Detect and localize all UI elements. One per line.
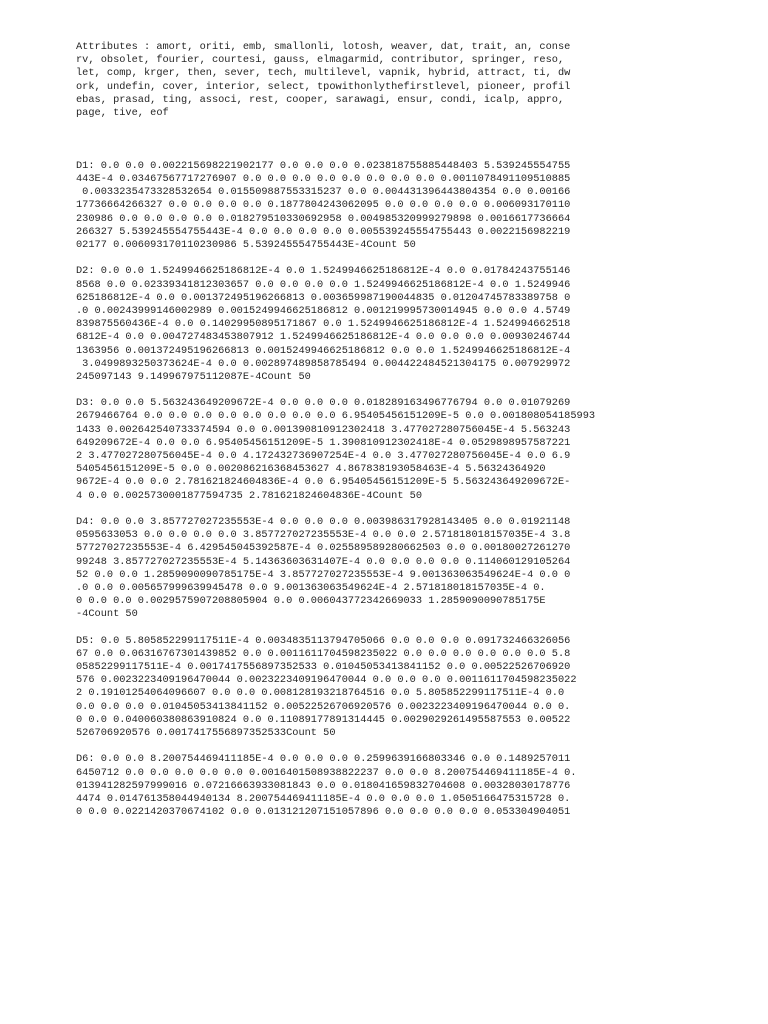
doc-vector-line: 839875560436E-4 0.0 0.14029950895171867 0.0 1.5249946625186812E-4 1.524994662518 — [76, 318, 571, 331]
doc-vector-line: D6: 0.0 0.0 8.200754469411185E-4 0.0 0.0 0.0 0.2599639166803346 0.0 0.1489257011 — [76, 753, 571, 766]
doc-vector-line: 0 0.0 0.0 0.0029575907208805904 0.0 0.006043772342669033 1.2859090090785175E — [76, 595, 546, 608]
doc-vector-line: 3.0499893250373624E-4 0.0 0.002897489858785494 0.004422484521304175 0.007929972 — [76, 357, 571, 370]
spacer — [76, 740, 706, 753]
doc-vector-line: 67 0.0 0.06316767301439852 0.0 0.0011611704598235022 0.0 0.0 0.0 0.0 0.0 0.0 5.8 — [76, 647, 571, 660]
doc-vector-line: 013941282597999016 0.07216663933081843 0.0 0.018041659832704608 0.00328030178776 — [76, 779, 571, 792]
doc-vector-line: 6812E-4 0.0 0.004727483453807912 1.5249946625186812E-4 0.0 0.0 0.0 0.00930246744 — [76, 331, 571, 344]
doc-vector-line: D1: 0.0 0.0 0.002215698221902177 0.0 0.0 0.0 0.023818755885448403 5.539245554755 — [76, 159, 571, 172]
attributes-block — [76, 41, 706, 120]
doc-vector-line: 526706920576 0.0017417556897352533Count 50 — [76, 726, 336, 739]
doc-vector-line: D2: 0.0 0.0 1.5249946625186812E-4 0.0 1.5249946625186812E-4 0.0 0.01784243755146 — [76, 265, 571, 278]
doc-vector-d4 — [76, 516, 706, 622]
spacer — [76, 503, 706, 516]
doc-vector-line: 1433 0.002642540733374594 0.0 0.001390810912302418 3.477027280756045E-4 5.563243 — [76, 423, 571, 436]
attributes-line: rv, obsolet, fourier, courtesi, gauss, elmagarmid, contributor, springer, reso, — [76, 54, 565, 67]
doc-vector-d3 — [76, 397, 706, 503]
doc-vector-line: 6450712 0.0 0.0 0.0 0.0 0.0 0.0016401508938822237 0.0 0.0 8.200754469411185E-4 0. — [76, 766, 577, 779]
doc-vector-d1 — [76, 160, 706, 252]
doc-vector-line: 02177 0.006093170110230986 5.539245554755443E-4Count 50 — [76, 239, 416, 252]
doc-vector-line: 649209672E-4 0.0 0.0 6.95405456151209E-5 1.390810912302418E-4 0.0529898957587221 — [76, 436, 571, 449]
doc-vector-line: D3: 0.0 0.0 5.563243649209672E-4 0.0 0.0 0.0 0.018289163496776794 0.0 0.01079269 — [76, 397, 571, 410]
doc-vector-line: 0 0.0 0.0221420370674102 0.0 0.013121207151057896 0.0 0.0 0.0 0.0 0.053304904051 — [76, 806, 571, 819]
doc-vector-line: 443E-4 0.03467567717276907 0.0 0.0 0.0 0.0 0.0 0.0 0.0 0.0 0.0011078491109510885 — [76, 173, 571, 186]
doc-vector-line: 0 0.0 0.040060380863910824 0.0 0.11089177891314445 0.0029029261495587553 0.00522 — [76, 713, 571, 726]
doc-vector-line: 5405456151209E-5 0.0 0.002086216368453627 4.867838193058463E-4 5.56324364920 — [76, 463, 546, 476]
spacer — [76, 621, 706, 634]
doc-vector-line: D5: 0.0 5.805852299117511E-4 0.0034835113794705066 0.0 0.0 0.0 0.091732466326056 — [76, 634, 571, 647]
doc-vector-line: D4: 0.0 0.0 3.857727027235553E-4 0.0 0.0 0.0 0.003986317928143405 0.0 0.01921148 — [76, 515, 571, 528]
doc-vector-line: 52 0.0 0.0 1.2859090090785175E-4 3.857727027235553E-4 9.001363063549624E-4 0.0 0 — [76, 568, 571, 581]
doc-vector-line: .0 0.00243999146002989 0.0015249946625186812 0.001219995730014945 0.0 0.0 4.5749 — [76, 304, 571, 317]
doc-vector-line: 1363956 0.001372495196266813 0.0015249946625186812 0.0 0.0 1.5249946625186812E-4 — [76, 344, 571, 357]
doc-vector-line: 245097143 9.149967975112087E-4Count 50 — [76, 370, 311, 383]
attributes-line: Attributes : amort, oriti, emb, smallonli, lotosh, weaver, dat, trait, an, conse — [76, 41, 571, 53]
doc-vector-d6 — [76, 753, 706, 819]
doc-vector-line: 2679466764 0.0 0.0 0.0 0.0 0.0 0.0 0.0 0.0 6.95405456151209E-5 0.0 0.001808054185993 — [76, 410, 596, 423]
doc-vector-line: 05852299117511E-4 0.0017417556897352533 0.01045053413841152 0.0 0.00522526706920 — [76, 661, 571, 674]
doc-vector-line: 4474 0.014761358044940134 8.200754469411185E-4 0.0 0.0 0.0 1.0505166475315728 0. — [76, 792, 571, 805]
spacer — [76, 384, 706, 397]
spacer — [76, 252, 706, 265]
doc-vector-line: 266327 5.539245554755443E-4 0.0 0.0 0.0 0.0 0.005539245554755443 0.0022156982219 — [76, 225, 571, 238]
doc-vector-line: 8568 0.0 0.02339341812303657 0.0 0.0 0.0 0.0 1.5249946625186812E-4 0.0 1.5249946 — [76, 278, 571, 291]
doc-vector-line: 0.0033235473328532654 0.015509887553315237 0.0 0.004431396443804354 0.0 0.00166 — [76, 186, 571, 199]
document-page — [76, 41, 706, 819]
doc-vector-line: .0 0.0 0.005657999639945478 0.0 9.001363063549624E-4 2.571818018157035E-4 0. — [76, 581, 546, 594]
spacer — [76, 120, 706, 160]
doc-vector-line: -4Count 50 — [76, 608, 138, 621]
doc-vector-line: 17736664266327 0.0 0.0 0.0 0.0 0.1877804243062095 0.0 0.0 0.0 0.0 0.006093170110 — [76, 199, 571, 212]
doc-vector-line: 2 3.477027280756045E-4 0.0 4.172432736907254E-4 0.0 3.477027280756045E-4 0.0 6.9 — [76, 450, 571, 463]
attributes-line: ebas, prasad, ting, associ, rest, cooper, sarawagi, ensur, condi, icalp, appro, — [76, 93, 565, 106]
attributes-line: ork, undefin, cover, interior, select, tpowithonlythefirstlevel, pioneer, profil — [76, 80, 571, 93]
doc-vector-line: 0595633053 0.0 0.0 0.0 0.0 3.857727027235553E-4 0.0 0.0 2.571818018157035E-4 3.8 — [76, 529, 571, 542]
doc-vector-line: 9672E-4 0.0 0.0 2.781621824604836E-4 0.0 6.95405456151209E-5 5.563243649209672E- — [76, 476, 571, 489]
doc-vector-line: 625186812E-4 0.0 0.001372495196266813 0.003659987190044835 0.01204745783389758 0 — [76, 291, 571, 304]
doc-vector-line: 99248 3.857727027235553E-4 5.14363603631407E-4 0.0 0.0 0.0 0.0 0.114060129105264 — [76, 555, 571, 568]
attributes-line: page, tive, eof — [76, 106, 169, 119]
doc-vector-line: 4 0.0 0.0025730001877594735 2.781621824604836E-4Count 50 — [76, 489, 423, 502]
doc-vector-line: 576 0.0023223409196470044 0.0023223409196470044 0.0 0.0 0.0 0.0011611704598235022 — [76, 674, 577, 687]
doc-vector-d2 — [76, 265, 706, 384]
doc-vector-line: 0.0 0.0 0.0 0.01045053413841152 0.00522526706920576 0.0023223409196470044 0.0 0. — [76, 700, 571, 713]
doc-vector-line: 57727027235553E-4 6.429545045392587E-4 0.025589589280662503 0.0 0.00180027261270 — [76, 542, 571, 555]
attributes-line: let, comp, krger, then, sever, tech, multilevel, vapnik, hybrid, attract, ti, dw — [76, 67, 571, 80]
doc-vector-line: 230986 0.0 0.0 0.0 0.0 0.018279510330692958 0.004985320999279898 0.0016617736664 — [76, 212, 571, 225]
doc-vector-d5 — [76, 635, 706, 741]
doc-vector-line: 2 0.19101254064096607 0.0 0.0 0.008128193218764516 0.0 5.805852299117511E-4 0.0 — [76, 687, 565, 700]
